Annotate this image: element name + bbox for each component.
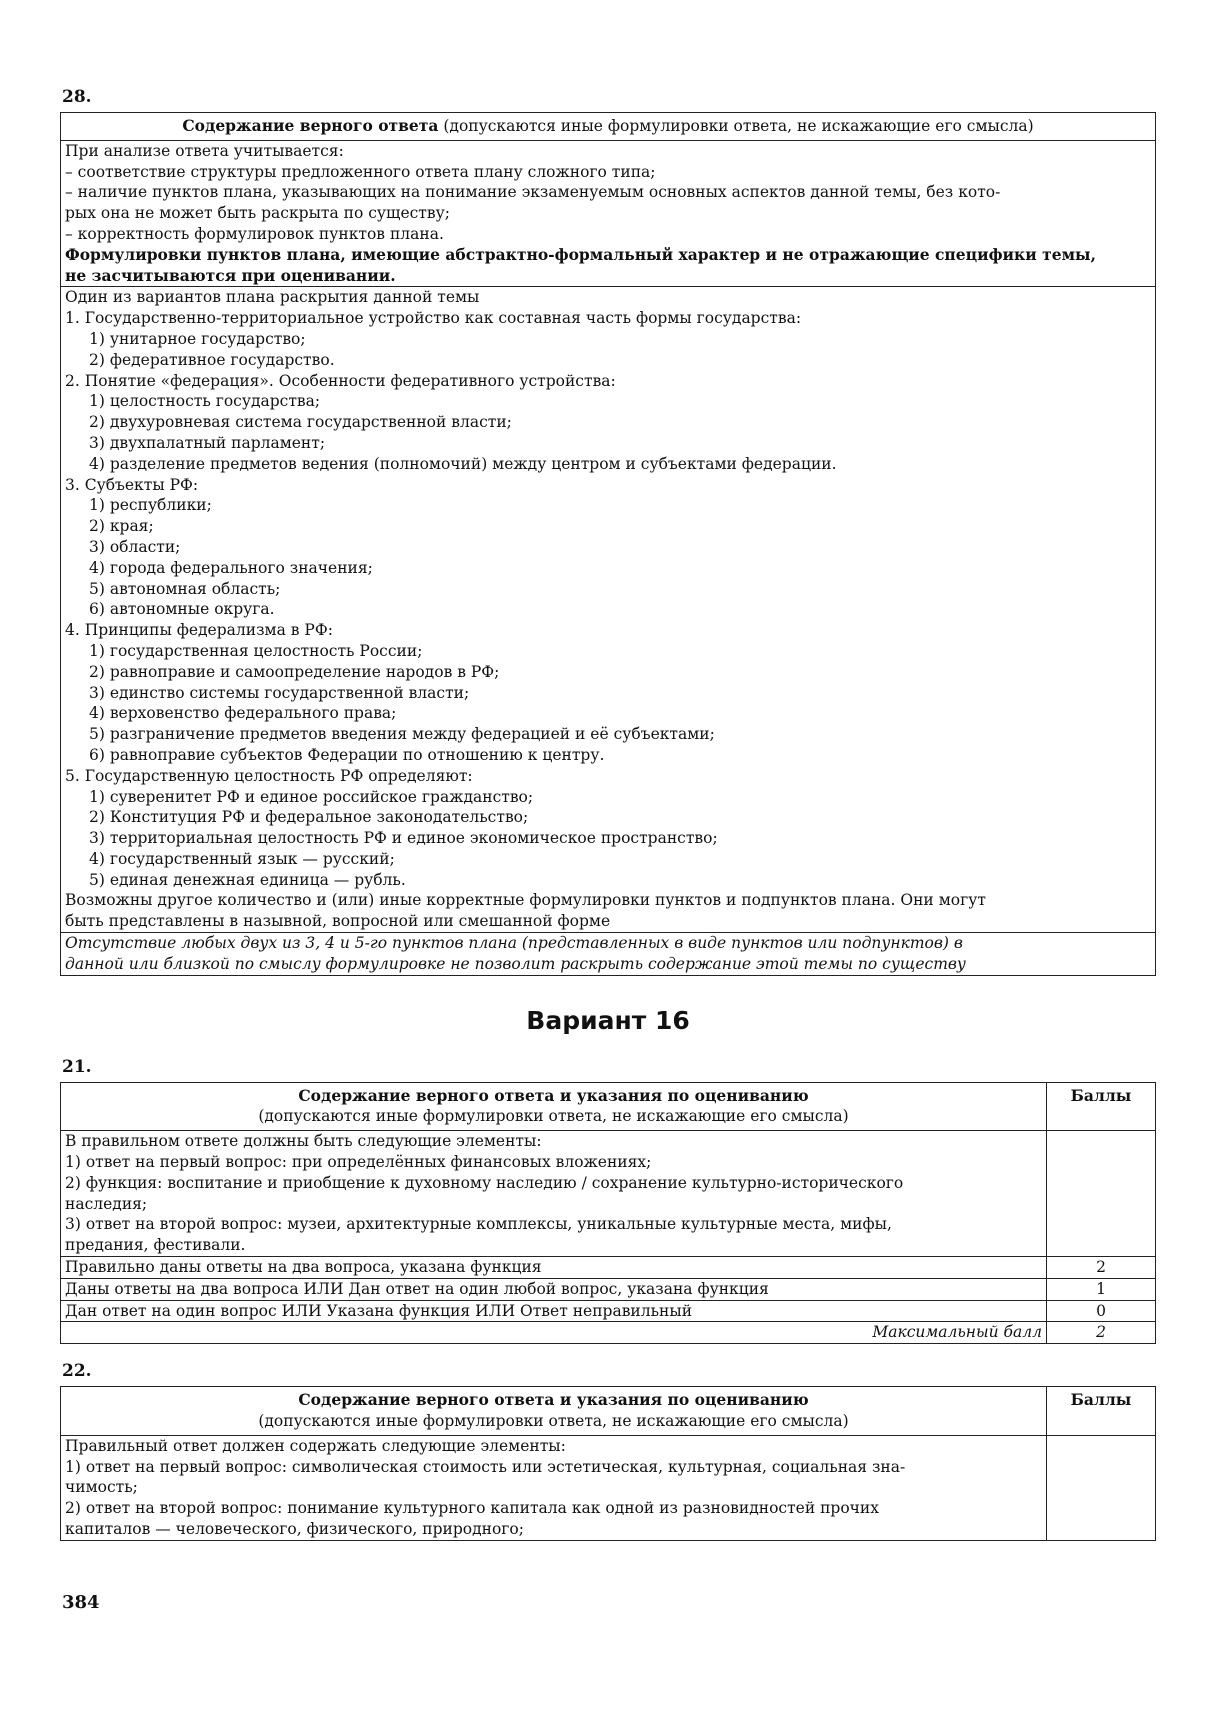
analysis-line: – корректность формулировок пунктов плана. bbox=[65, 224, 444, 243]
content-line: чимость; bbox=[65, 1478, 138, 1497]
content-cell bbox=[61, 1435, 1047, 1540]
variant-title: Вариант 16 bbox=[526, 1005, 690, 1035]
plan-subpoint: 3) единство системы государственной власти; bbox=[89, 683, 470, 702]
criterion: Правильно даны ответы на два вопроса, указана функция bbox=[61, 1257, 1047, 1279]
analysis-bold-line: не засчитываются при оценивании. bbox=[65, 265, 396, 285]
analysis-line: – соответствие структуры предложенного ответа плану сложного типа; bbox=[65, 162, 656, 181]
criterion: Даны ответы на два вопроса ИЛИ Дан ответ на один любой вопрос, указана функция bbox=[61, 1278, 1047, 1300]
header-line: (допускаются иные формулировки ответа, не искажающие его смысла) bbox=[258, 1107, 849, 1126]
note-cell bbox=[61, 933, 1156, 976]
plan-subpoint: 5) единая денежная единица — рубль. bbox=[89, 870, 406, 889]
plan-point: 2. Понятие «федерация». Особенности федеративного устройства: bbox=[65, 371, 616, 390]
max-score: 2 bbox=[1047, 1322, 1156, 1344]
page bbox=[60, 86, 1156, 1541]
plan-subpoint: 1) республики; bbox=[89, 496, 212, 515]
plan-subpoint: 6) равноправие субъектов Федерации по отношению к центру. bbox=[89, 745, 605, 764]
plan-point: 3. Субъекты РФ: bbox=[65, 475, 199, 494]
plan-subpoint: 2) края; bbox=[89, 517, 154, 536]
content-line: Правильный ответ должен содержать следующие элементы: bbox=[65, 1436, 566, 1455]
answer-table-28 bbox=[60, 112, 1156, 976]
table-header bbox=[61, 113, 1156, 141]
content-line: капиталов — человеческого, физического, природного; bbox=[65, 1520, 524, 1539]
plan-subpoint: 6) автономные округа. bbox=[89, 600, 275, 619]
note-line: Отсутствие любых двух из 3, 4 и 5-го пунктов плана (представленных в виде пунктов или подпунктов) в bbox=[65, 934, 963, 953]
criterion: Дан ответ на один вопрос ИЛИ Указана функция ИЛИ Ответ неправильный bbox=[61, 1300, 1047, 1322]
header-line: (допускаются иные формулировки ответа, не искажающие его смысла) bbox=[258, 1412, 849, 1431]
header-line: Содержание верного ответа и указания по оцениванию bbox=[298, 1085, 809, 1105]
plan-subpoint: 4) верховенство федерального права; bbox=[89, 704, 397, 723]
analysis-bold-line: Формулировки пунктов плана, имеющие абстрактно-формальный характер и не отражающие специфики темы, bbox=[65, 244, 1096, 264]
note-line: данной или близкой по смыслу формулировке не позволит раскрыть содержание этой темы по существу bbox=[65, 954, 966, 973]
content-line: 1) ответ на первый вопрос: символическая стоимость или эстетическая, культурная, социальная зна- bbox=[65, 1457, 906, 1476]
table-row bbox=[61, 1278, 1156, 1300]
content-line: 1) ответ на первый вопрос: при определённых финансовых вложениях; bbox=[65, 1153, 652, 1172]
score-header: Баллы bbox=[1047, 1387, 1156, 1436]
plan-subpoint: 4) государственный язык — русский; bbox=[89, 849, 395, 868]
question-number-28: 28. bbox=[62, 87, 92, 107]
max-label: Максимальный балл bbox=[61, 1322, 1047, 1344]
plan-subpoint: 2) двухуровневая система государственной власти; bbox=[89, 413, 512, 432]
table-header bbox=[61, 1082, 1047, 1131]
score-cell bbox=[1047, 1435, 1156, 1540]
plan-subpoint: 3) двухпалатный парламент; bbox=[89, 433, 326, 452]
max-row bbox=[61, 1322, 1156, 1344]
question-number-21: 21. bbox=[62, 1056, 92, 1077]
plan-subpoint: 4) разделение предметов ведения (полномочий) между центром и субъектами федерации. bbox=[89, 454, 837, 473]
plan-subpoint: 1) унитарное государство; bbox=[89, 329, 306, 348]
table-row bbox=[61, 1300, 1156, 1322]
plan-subpoint: 2) Конституция РФ и федеральное законодательство; bbox=[89, 808, 529, 827]
plan-point: 5. Государственную целостность РФ определяют: bbox=[65, 766, 473, 785]
answer-table-22 bbox=[60, 1386, 1156, 1541]
content-line: предания, фестивали. bbox=[65, 1236, 246, 1255]
plan-subpoint: 1) суверенитет РФ и единое российское гражданство; bbox=[89, 787, 534, 806]
plan-outro: Возможны другое количество и (или) иные корректные формулировки пунктов и подпунктов плана. Они могут bbox=[65, 891, 986, 910]
analysis-line: – наличие пунктов плана, указывающих на понимание экзаменуемым основных аспектов данной темы, без кото- bbox=[65, 183, 1001, 202]
plan-outro: быть представлены в назывной, вопросной или смешанной форме bbox=[65, 912, 611, 931]
plan-subpoint: 4) города федерального значения; bbox=[89, 558, 373, 577]
content-line: наследия; bbox=[65, 1194, 148, 1213]
plan-subpoint: 1) целостность государства; bbox=[89, 392, 321, 411]
score-value: 1 bbox=[1047, 1278, 1156, 1300]
header-rest: (допускаются иные формулировки ответа, не искажающие его смысла) bbox=[438, 117, 1034, 135]
plan-subpoint: 3) территориальная целостность РФ и единое экономическое пространство; bbox=[89, 829, 718, 848]
table-header bbox=[61, 1387, 1047, 1436]
score-cell bbox=[1047, 1131, 1156, 1257]
score-value: 0 bbox=[1047, 1300, 1156, 1322]
plan-subpoint: 2) федеративное государство. bbox=[89, 350, 335, 369]
plan-intro: Один из вариантов плана раскрытия данной темы bbox=[65, 288, 480, 307]
answer-table-21 bbox=[60, 1082, 1156, 1345]
analysis-line: При анализе ответа учитывается: bbox=[65, 141, 344, 160]
plan-subpoint: 2) равноправие и самоопределение народов в РФ; bbox=[89, 662, 500, 681]
header-bold: Содержание верного ответа bbox=[182, 116, 439, 135]
score-header: Баллы bbox=[1047, 1082, 1156, 1131]
analysis-line: рых она не может быть раскрыта по существу; bbox=[65, 204, 450, 223]
plan-subpoint: 3) области; bbox=[89, 537, 181, 556]
header-line: Содержание верного ответа и указания по оцениванию bbox=[298, 1390, 809, 1410]
page-number: 384 bbox=[62, 1592, 100, 1613]
content-cell bbox=[61, 1131, 1047, 1257]
content-line: 2) ответ на второй вопрос: понимание культурного капитала как одной из разновидностей прочих bbox=[65, 1499, 879, 1518]
analysis-cell bbox=[61, 140, 1156, 287]
plan-cell bbox=[61, 287, 1156, 933]
content-line: 2) функция: воспитание и приобщение к духовному наследию / сохранение культурно-исторического bbox=[65, 1173, 904, 1192]
table-row bbox=[61, 1257, 1156, 1279]
plan-subpoint: 5) автономная область; bbox=[89, 579, 281, 598]
content-line: 3) ответ на второй вопрос: музеи, архитектурные комплексы, уникальные культурные места, мифы, bbox=[65, 1215, 892, 1234]
plan-subpoint: 1) государственная целостность России; bbox=[89, 641, 423, 660]
content-line: В правильном ответе должны быть следующие элементы: bbox=[65, 1132, 542, 1151]
question-number-22: 22. bbox=[62, 1361, 92, 1382]
plan-point: 4. Принципы федерализма в РФ: bbox=[65, 621, 333, 640]
plan-point: 1. Государственно-территориальное устройство как составная часть формы государства: bbox=[65, 309, 802, 328]
plan-subpoint: 5) разграничение предметов введения между федерацией и её субъектами; bbox=[89, 725, 715, 744]
score-value: 2 bbox=[1047, 1257, 1156, 1279]
